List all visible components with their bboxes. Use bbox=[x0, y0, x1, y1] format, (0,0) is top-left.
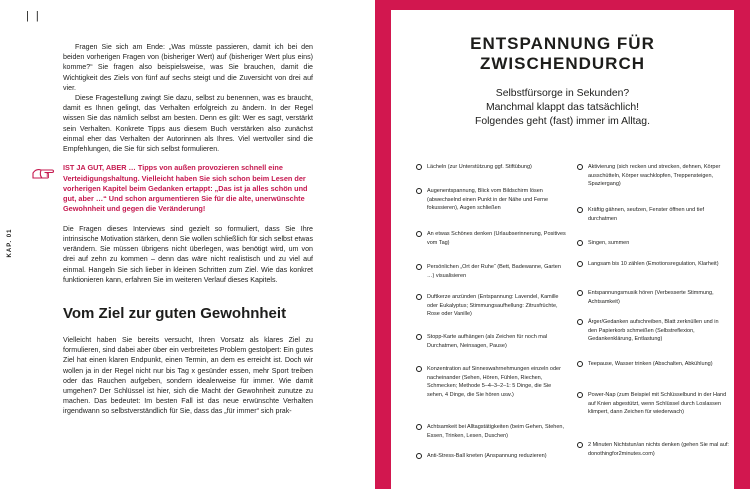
checklist-item-text: Anti-Stress-Ball kneten (Anspannung reduzieren) bbox=[427, 453, 547, 459]
checkbox-circle-icon bbox=[416, 164, 422, 170]
callout-body: Tipps von außen provozieren schnell eine Verteidigungshaltung. Vielleicht haben Sie sich schon beim Lesen der vorherigen Kapitel beim Gedanken ertappt: „Das ist ja alles schön und gut, aber …“ Und schon argumentieren Sie für die alte, unerwünschte Gewohnheit und gegen die Veränderung! bbox=[63, 163, 308, 214]
checkbox-circle-icon bbox=[577, 240, 583, 246]
checklist-item-text: Lächeln (zur Unterstützung ggf. Stiftübung) bbox=[427, 164, 532, 170]
chapter-label: KAP. 01 bbox=[7, 228, 13, 258]
subtitle-line: Selbstfürsorge in Sekunden? bbox=[495, 88, 630, 99]
checklist-item-text: Entspannungsmusik hören (Verbesserte Stimmung, Achtsamkeit) bbox=[588, 290, 714, 305]
checklist-item-text: Singen, summen bbox=[588, 240, 630, 246]
callout-box bbox=[63, 163, 313, 214]
checkbox-circle-icon bbox=[577, 164, 583, 170]
panel-title-line: ENTSPANNUNG FÜR bbox=[470, 34, 655, 53]
checklist-item-text: Duftkerze anzünden (Entspannung: Lavendel, Kamille oder Eukalyptus; Stimmungsaufhellung: Zitrusfrüchte, Rose oder Vanille) bbox=[427, 294, 559, 318]
body-column bbox=[63, 42, 313, 417]
checkbox-circle-icon bbox=[416, 334, 422, 340]
checkbox-circle-icon bbox=[416, 231, 422, 237]
checkbox-circle-icon bbox=[577, 261, 583, 267]
panel-title-line: ZWISCHENDURCH bbox=[479, 54, 646, 73]
checklist-item-text: Power-Nap (zum Beispiel mit Schlüsselbund in der Hand auf Knien abgestützt, wenn Schlüssel durch Loslassen klimpert, dann Zeichen für wiederwach) bbox=[588, 392, 727, 416]
right-page bbox=[375, 0, 750, 489]
checkbox-circle-icon bbox=[577, 319, 583, 325]
panel-title bbox=[391, 34, 734, 74]
checklist-item-text: Konzentration auf Sinneswahrnehmungen einzeln oder nacheinander (Sehen, Hören, Fühlen, Riechen, Schmecken; Methode 5–4–3–2–1: 5 Dinge, die Sie sehen, 4 Dinge, die Sie hören usw.) bbox=[427, 366, 561, 398]
paragraph: Vielleicht haben Sie bereits versucht, Ihren Vorsatz als klares Ziel zu formulieren, sind dabei aber über ein verbreitetes Problem gestolpert: Ein gutes Ziel hat einen klaren Endpunkt, einen Termin, an dem es erreicht ist. Doch wir wollen ja in der Regel nicht nur bis Tag x gesünder essen, mehr Sport treiben oder das Rauchen aufgeben, sondern idealerweise für immer. Wie damit umgehen? Der Schlüssel ist hier, sich die Macht der Gewohnheit zunutze zu machen. Das bedeutet: Im besten Fall ist das neue erwünschte Verhalten irgendwann so selbstverständlich für Sie, dass das „für immer“ sich prak- bbox=[63, 335, 313, 416]
callout-text bbox=[63, 163, 313, 214]
checklist-item-text: Aktivierung (sich recken und strecken, dehnen, Körper ausschütteln, Körper wachklopfen, Treppensteigen, Spaziergang) bbox=[588, 164, 721, 188]
section-heading: Vom Ziel zur guten Gewohnheit bbox=[63, 304, 287, 322]
paragraph: Die Fragen dieses Interviews sind gezielt so formuliert, dass Sie Ihre intrinsische Motivation stärken, denn Sie wollen schließlich für sich selbst etwas verändern. Sie müssen übrigens nicht überlegen, was benötigt wird, um von drei auf zehn zu kommen – denn das wäre nicht realistisch und zu viel auf einmal. Hangeln Sie sich lieber in kleinen Schritten zum Ziel. Wie das konkret funktionieren kann, erfahren Sie im weiteren Verlauf dieses Kapitels. bbox=[63, 224, 313, 284]
paragraph: Fragen Sie sich am Ende: „Was müsste passieren, damit ich bei den beiden vorherigen Fragen von (bisheriger Wert) auf (bisheriger Wert plus eins) komme?“ Sie fragen also beispielsweise, was Sie brauchen, damit die Wichtigkeit des Ziels von fünf auf sechs steigt und die Zuversicht von drei auf vier. bbox=[63, 43, 313, 92]
pointing-hand-icon bbox=[32, 164, 58, 180]
callout-lead: IST JA GUT, ABER … bbox=[63, 163, 136, 173]
checkbox-circle-icon bbox=[416, 453, 422, 459]
checkbox-circle-icon bbox=[416, 366, 422, 372]
checkbox-circle-icon bbox=[577, 361, 583, 367]
tips-panel bbox=[391, 10, 734, 489]
panel-subtitle bbox=[391, 87, 734, 129]
checklist-item-text: Langsam bis 10 zählen (Emotionsregulation, Klarheit) bbox=[588, 261, 719, 267]
checklist-item-text: 2 Minuten Nichtstun/an nichts denken (gehen Sie mal auf: donothingfor2minutes.com) bbox=[588, 442, 729, 457]
checkbox-circle-icon bbox=[416, 264, 422, 270]
checklist-item-text: Achtsamkeit bei Alltagstätigkeiten (beim Gehen, Stehen, Essen, Trinken, Lesen, Duschen) bbox=[427, 424, 564, 439]
checkbox-circle-icon bbox=[416, 424, 422, 430]
checklist-item-text: Stopp-Karte aufhängen (als Zeichen für noch mal Durchatmen, Neinsagen, Pause) bbox=[427, 334, 548, 349]
checkbox-circle-icon bbox=[577, 392, 583, 398]
page-number: | | bbox=[26, 10, 41, 22]
checklist-item-text: Persönlichen „Ort der Ruhe“ (Bett, Badewanne, Garten …) visualisieren bbox=[427, 264, 561, 279]
subtitle-line: Manchmal klappt das tatsächlich! bbox=[485, 102, 640, 113]
checkbox-circle-icon bbox=[416, 188, 422, 194]
subtitle-line: Folgendes geht (fast) immer im Alltag. bbox=[475, 116, 650, 127]
checklist-item-text: Teepause, Wasser trinken (Abschalten, Abkühlung) bbox=[588, 361, 713, 367]
paragraph: Diese Fragestellung zwingt Sie dazu, selbst zu benennen, was es braucht, damit es Ihnen gelingt, das Verhalten erfolgreich zu ändern. In der Regel wissen Sie das nämlich selbst am besten. Denn es gilt: Wer es sagt, verstärkt sein Verhalten. Konkrete Tipps aus diesem Buch verstärken also zunächst einmal eher das Verhalten der Autorinnen als Ihres. Viel wertvoller sind die Empfehlungen, die Sie für sich selbst formulieren. bbox=[63, 94, 313, 154]
checklist-item-text: Augenentspannung, Blick vom Bildschirm lösen (abwechselnd einen Punkt in der Nähe und Ferne fokussieren), Augen schließen bbox=[427, 188, 549, 212]
checkbox-circle-icon bbox=[577, 207, 583, 213]
checkbox-circle-icon bbox=[416, 294, 422, 300]
checklist-item-text: Kräftig gähnen, seufzen, Fenster öffnen und tief durchatmen bbox=[588, 207, 705, 222]
checklist-item-text: Ärger/Gedanken aufschreiben, Blatt zerknüllen und in den Papierkorb schmeißen (Selbstreflexion, Gedankenklärung, Entlastung) bbox=[588, 319, 719, 343]
checkbox-circle-icon bbox=[577, 442, 583, 448]
checklist-item-text: An etwas Schönes denken (Urlaubserinnerung, Positives vom Tag) bbox=[427, 231, 566, 246]
checkbox-circle-icon bbox=[577, 290, 583, 296]
